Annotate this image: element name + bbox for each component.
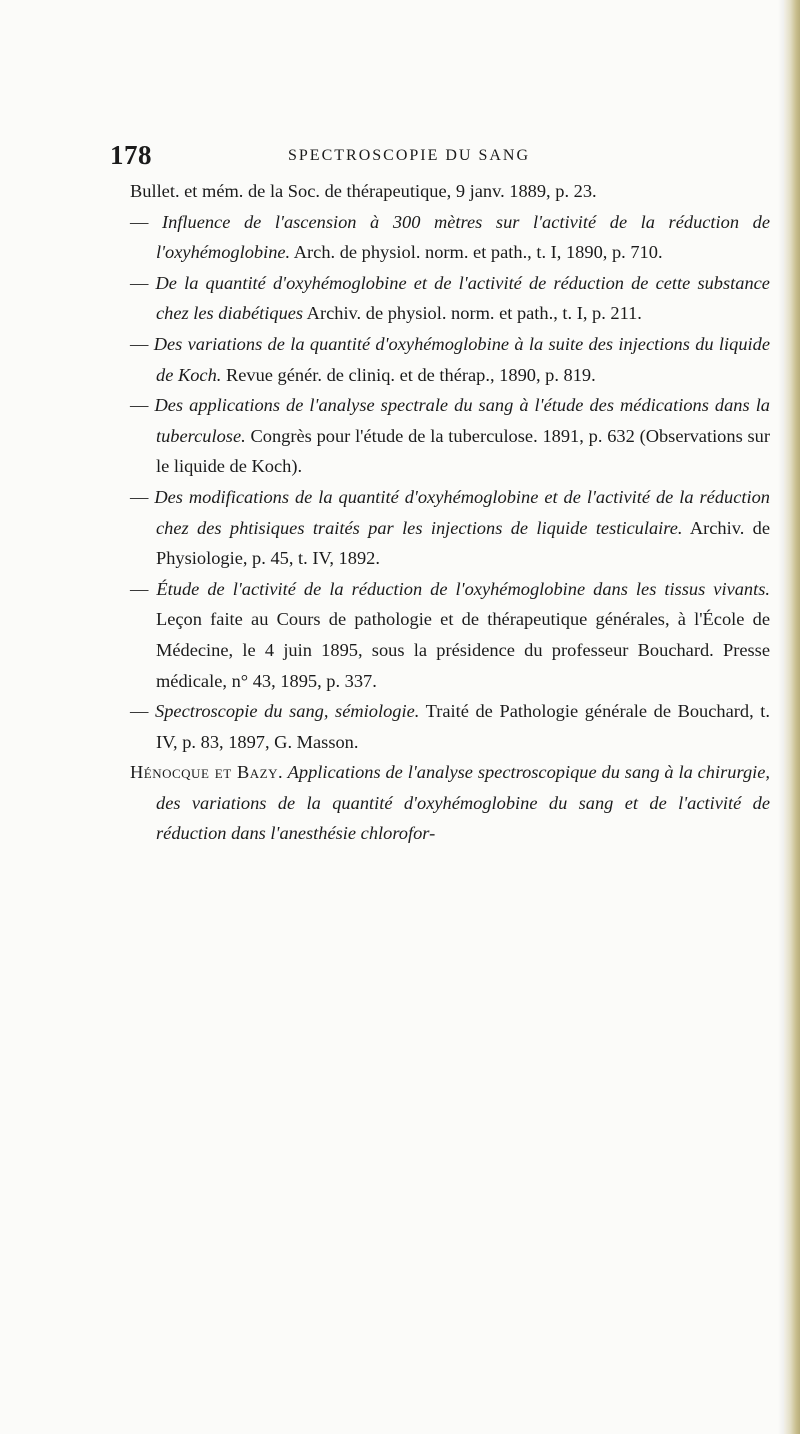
bibliography-entry (130, 757, 770, 849)
bibliography-entry (130, 696, 770, 757)
entry-source: Congrès pour l'étude de la tuberculose. 1891, p. 632 (Observations sur le liquide de Koch). (156, 425, 770, 477)
entry-source: Arch. de physiol. norm. et path., t. I, 1890, p. 710. (290, 242, 663, 263)
entry-title: Des modifications de la quantité d'oxyhémoglobine et de l'activité de la réduction chez des phtisiques traités par les injections de liquide testiculaire. (154, 486, 770, 538)
page-header (110, 137, 750, 173)
entry-title: Des variations de la quantité d'oxyhémoglobine à la suite des injections du liquide de Koch. (153, 333, 770, 385)
entry-title: Influence de l'ascension à 300 mètres sur l'activité de la réduction de l'oxyhémoglobine. (156, 211, 770, 263)
bibliography-entry (130, 329, 770, 390)
entry-author: Hénocque et Bazy. (130, 762, 284, 783)
entry-dash: — (130, 578, 157, 599)
entry-title: Des applications de l'analyse spectrale du sang à l'étude des médications dans la tuberculose. (154, 395, 770, 446)
bibliography-entry (130, 390, 770, 482)
entry-dash: — (130, 486, 155, 507)
bibliography-list (130, 176, 770, 849)
entry-title: De la quantité d'oxyhémoglobine et de l'activité de réduction de cette substance chez les diabétiques (155, 272, 770, 324)
running-head: SPECTROSCOPIE DU SANG (288, 147, 531, 164)
entry-source: Archiv. de Physiologie, p. 45, t. IV, 1892. (156, 517, 770, 569)
entry-dash: — (130, 701, 156, 722)
entry-title: Spectroscopie du sang, sémiologie. (155, 701, 420, 722)
entry-dash: — (130, 333, 154, 354)
entry-title: Étude de l'activité de la réduction de l'oxyhémoglobine dans les tissus vivants. (156, 578, 770, 599)
entry-source: Revue génér. de cliniq. et de thérap., 1890, p. 819. (221, 364, 596, 385)
bibliography-entry (130, 574, 770, 696)
bibliography-entry (130, 482, 770, 574)
bibliography-entry (130, 207, 770, 268)
entry-dash: — (130, 211, 162, 232)
bibliography-entry (130, 176, 770, 207)
entry-dash: — (130, 272, 156, 293)
entry-source: Archiv. de physiol. norm. et path., t. I, p. 211. (303, 303, 642, 324)
entry-title: Applications de l'analyse spectroscopique du sang à la chirurgie, des variations de la quantité d'oxyhémoglobine du sang et de l'activité de réduction dans l'anesthésie chlorofor- (156, 762, 771, 844)
page-edge (784, 0, 800, 1434)
entry-dash: — (130, 395, 155, 416)
page-number: 178 (110, 140, 152, 170)
entry-source: Traité de Pathologie générale de Bouchard, t. IV, p. 83, 1897, G. Masson. (156, 701, 771, 752)
entry-source: Leçon faite au Cours de pathologie et de thérapeutique générales, à l'École de Médecine, le 4 juin 1895, sous la présidence du professeur Bouchard. Presse médicale, n° 43, 1895, p. 337. (156, 609, 770, 691)
bibliography-entry (130, 268, 770, 329)
entry-source: Bullet. et mém. de la Soc. de thérapeutique, 9 janv. 1889, p. 23. (130, 181, 597, 201)
